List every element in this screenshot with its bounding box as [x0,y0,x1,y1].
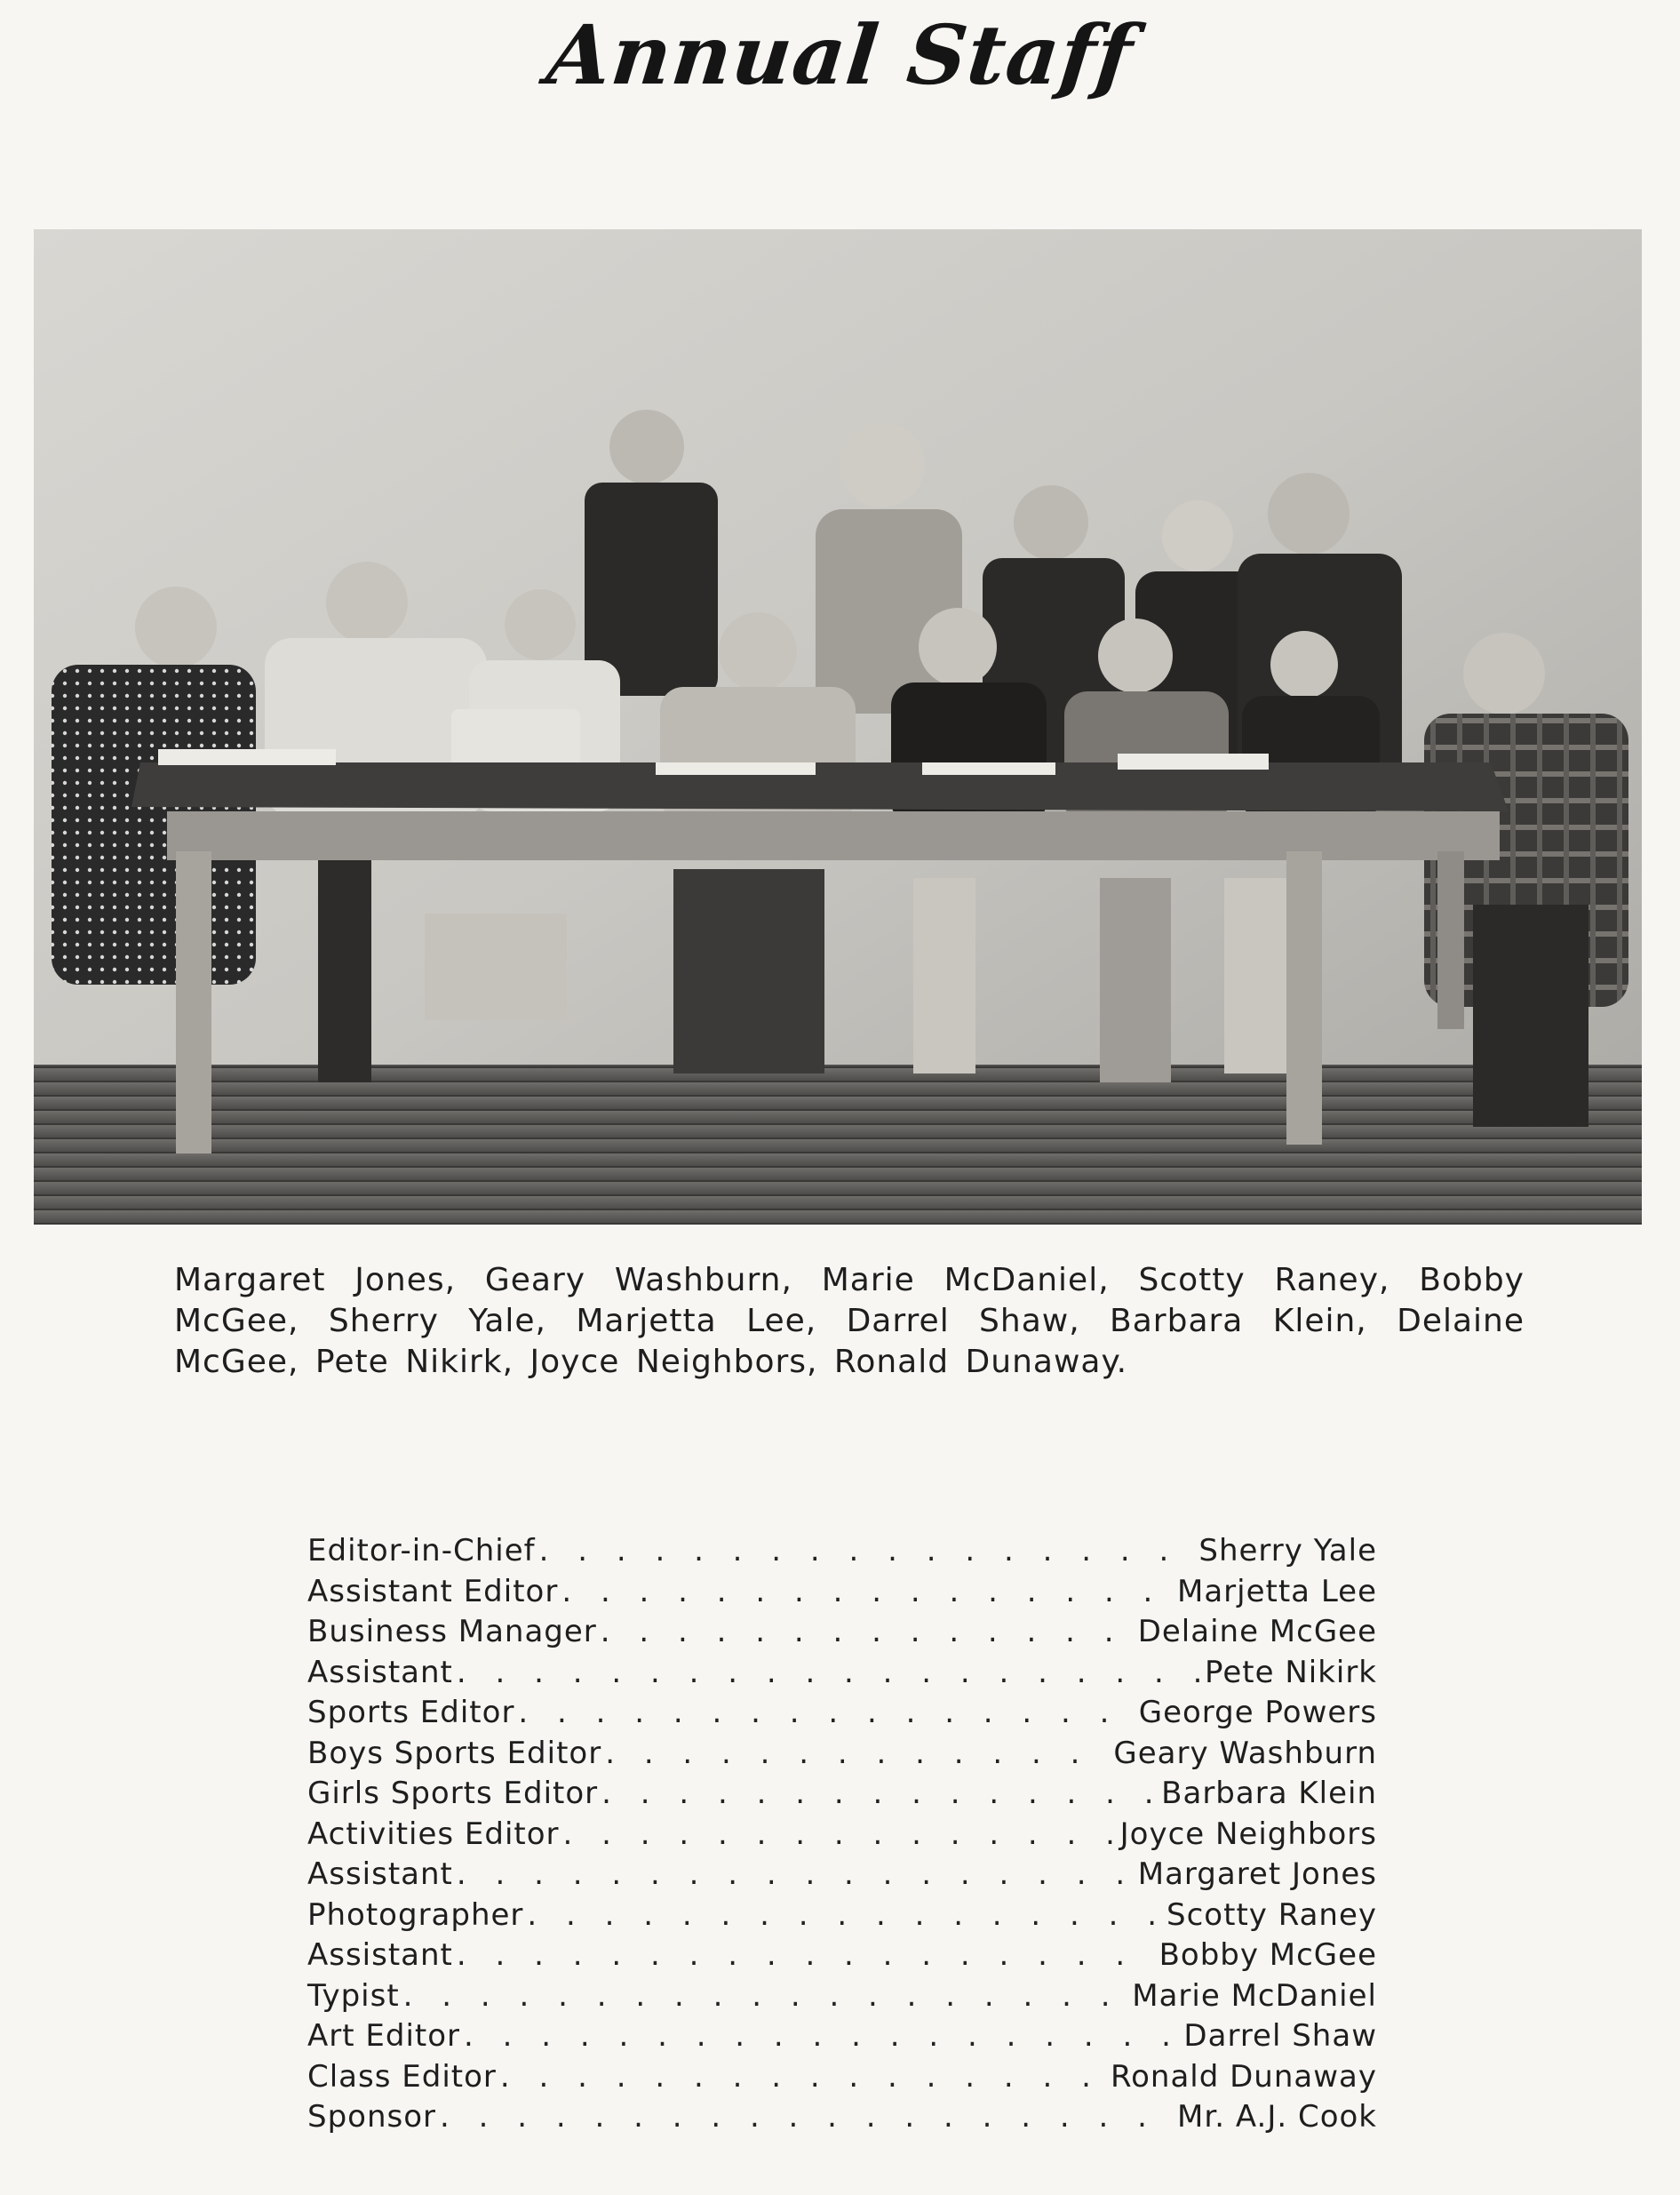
roster-name: Delaine McGee [1137,1614,1377,1649]
roster-role: Girls Sports Editor [307,1776,599,1811]
roster-row [307,1816,1377,1857]
leader-dots [403,1978,1127,2014]
roster-role: Photographer [307,1896,524,1933]
leader-dots [527,1897,1161,1933]
roster-row [307,2059,1377,2100]
leader-dots [457,1937,1154,1973]
roster-row [307,1533,1377,1574]
floor [34,1065,1642,1225]
roster-name: Margaret Jones [1137,1856,1377,1892]
photo-caption: Margaret Jones, Geary Washburn, Marie McDaniel, Scotty Raney, Bobby McGee, Sherry Yale, Marjetta Lee, Darrel Shaw, Barbara Klein, Delaine McGee, Pete Nikirk, Joyce Neighbors, Ronald Dunaway. [174,1262,1525,1380]
roster-name: Sherry Yale [1198,1533,1377,1568]
roster-role: Sponsor [307,2099,437,2135]
roster-row [307,1614,1377,1655]
leader-dots [464,2018,1178,2054]
roster-role: Assistant [307,1654,453,1690]
roster-role: Typist [307,1977,400,2014]
roster-row [307,1897,1377,1938]
roster-role: Sports Editor [307,1695,515,1730]
leader-dots [563,1816,1115,1852]
leader-dots [500,2059,1105,2095]
roster-row [307,1736,1377,1776]
leader-dots [440,2099,1172,2135]
roster-role: Class Editor [307,2058,497,2095]
roster-name: Mr. A.J. Cook [1177,2099,1377,2135]
roster-role: Activities Editor [307,1816,560,1852]
roster-name: Ronald Dunaway [1111,2058,1377,2095]
open-book [158,749,336,765]
leader-dots [457,1655,1199,1690]
roster-name: Bobby McGee [1158,1937,1377,1973]
leader-dots [518,1695,1133,1730]
page-title: Annual Staff [542,7,1138,103]
roster-name: Joyce Neighbors [1119,1816,1377,1852]
leader-dots [539,1533,1194,1568]
roster-row [307,1655,1377,1696]
roster-name: Darrel Shaw [1183,2018,1377,2054]
roster-role: Boys Sports Editor [307,1735,602,1771]
roster-role: Assistant Editor [307,1573,559,1609]
roster-row [307,1776,1377,1816]
roster-role: Assistant [307,1937,453,1973]
leader-dots [457,1856,1133,1892]
roster-name: Scotty Raney [1166,1896,1377,1933]
roster-row [307,1856,1377,1897]
roster-name: Marjetta Lee [1177,1573,1377,1609]
staff-group-photo [34,229,1642,1225]
roster-row [307,1937,1377,1978]
leader-dots [601,1776,1156,1811]
roster-name: Marie McDaniel [1132,1977,1377,2014]
leader-dots [601,1614,1133,1649]
staff-roster [307,1533,1377,2140]
roster-name: Geary Washburn [1113,1735,1377,1771]
roster-name: Pete Nikirk [1205,1654,1377,1690]
roster-name: Barbara Klein [1161,1776,1377,1811]
roster-role: Art Editor [307,2018,460,2054]
roster-role: Business Manager [307,1614,597,1649]
roster-row [307,1574,1377,1615]
roster-row [307,2099,1377,2140]
roster-name: George Powers [1138,1695,1377,1730]
roster-row [307,2018,1377,2059]
leader-dots [605,1736,1108,1771]
leader-dots [561,1574,1172,1609]
roster-row [307,1978,1377,2019]
roster-role: Editor-in-Chief [307,1533,536,1568]
roster-row [307,1695,1377,1736]
roster-role: Assistant [307,1856,453,1892]
